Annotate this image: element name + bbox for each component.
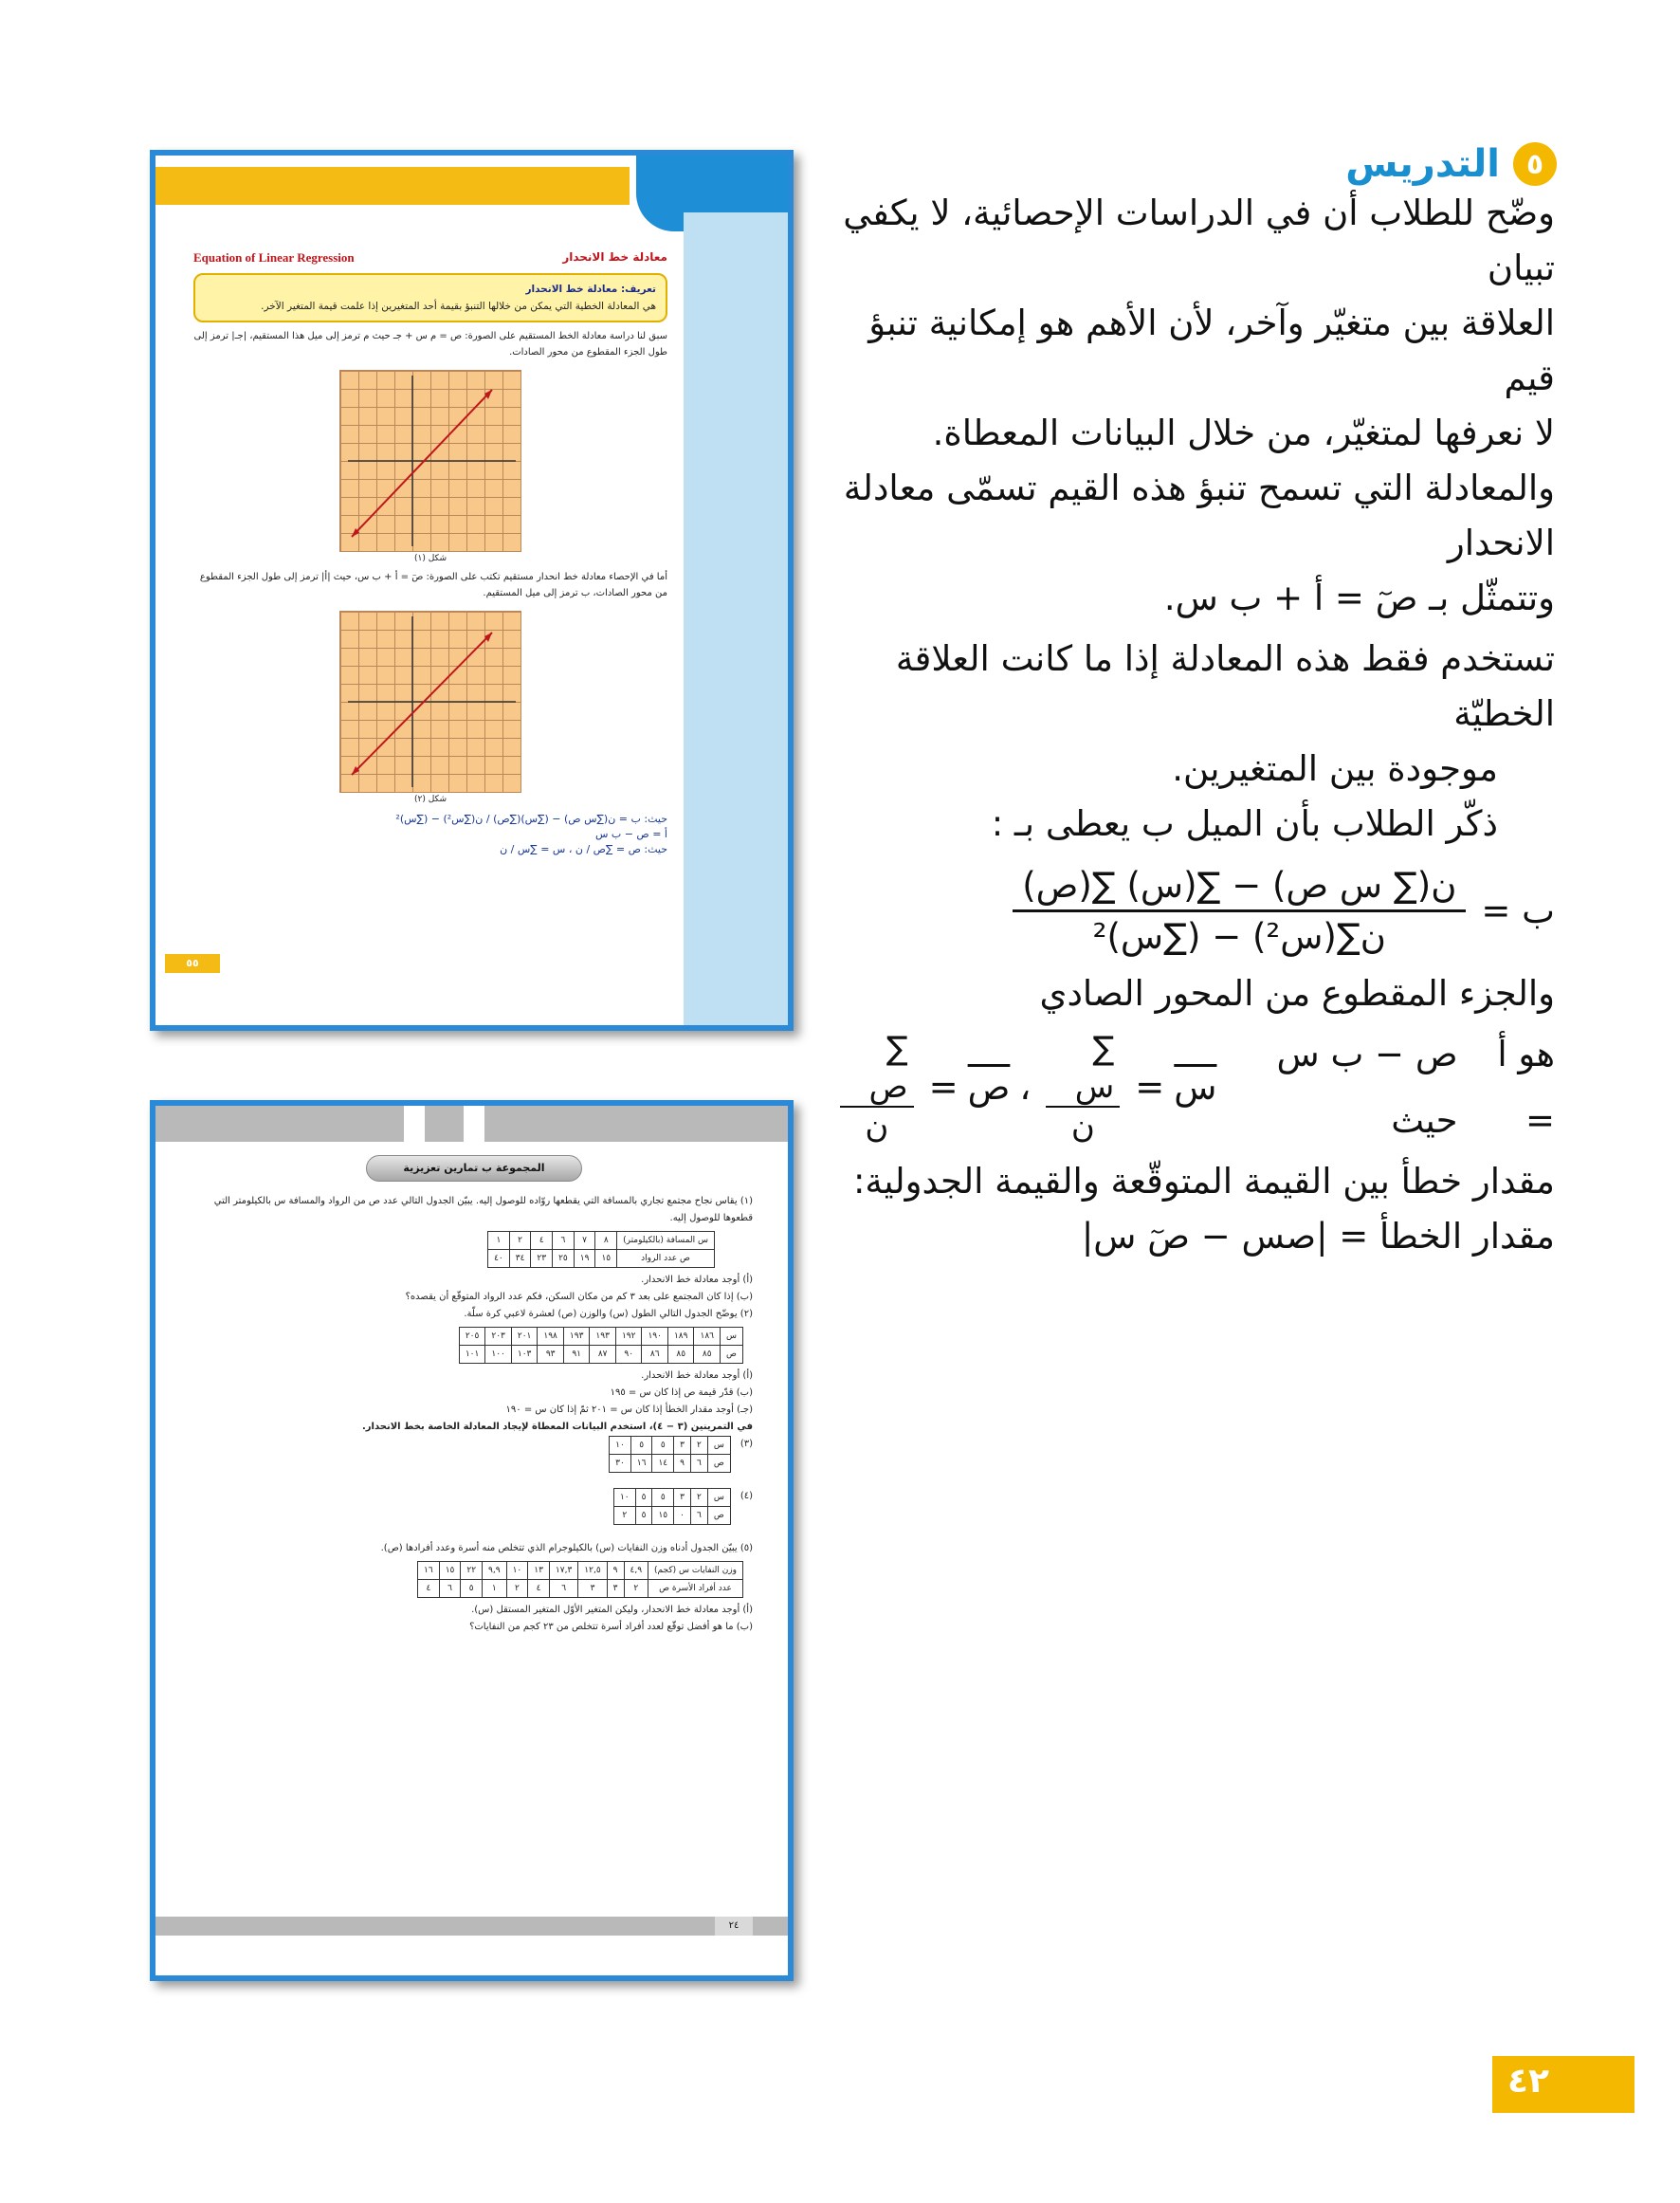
table-cell: ٨٧ — [590, 1346, 616, 1364]
paragraph-line: والمعادلة التي تسمح تنبؤ هذه القيم تسمّى معادلة الانحدار — [843, 468, 1555, 563]
table-row — [418, 1562, 743, 1580]
paragraph-line: تستخدم فقط هذه المعادلة إذا ما كانت العلاقة الخطيّة — [895, 638, 1555, 734]
header-gap — [464, 1106, 484, 1142]
question-text: (٢) يوضّح الجدول التالي الطول (س) والوزن (ص) لعشرة لاعبي كرة سلّة. — [464, 1309, 753, 1319]
question-text: (ب) قدّر قيمة ص إذا كان س = ١٩٥ — [610, 1387, 753, 1398]
table-cell: ٨ — [595, 1232, 617, 1250]
data-table-q2 — [459, 1327, 743, 1364]
formula-line: حيث: ب = ن(∑س ص) − (∑س)(∑ص) / ن(∑س²) − (∑س)² — [395, 813, 667, 825]
paragraph-line: والجزء المقطوع من المحور الصادي — [1039, 973, 1555, 1014]
table-cell: ١٩٣ — [563, 1328, 590, 1346]
table-row — [488, 1232, 715, 1250]
table-cell: ٥ — [635, 1489, 652, 1507]
table-cell: عدد أفراد الأسرة ص — [648, 1580, 743, 1598]
table-cell: ص — [721, 1346, 743, 1364]
table-cell: ٢ — [690, 1437, 707, 1455]
table-row — [459, 1346, 742, 1364]
teaching-section — [834, 142, 1555, 1264]
intercept-rest: ص − ب س حيث — [1276, 1034, 1458, 1141]
table-cell: ١٠ — [613, 1489, 635, 1507]
table-cell: ٦ — [690, 1507, 707, 1525]
ybar-symbol: ص — [967, 1067, 1011, 1108]
table-cell: ١٩٨ — [538, 1328, 564, 1346]
table-row — [459, 1328, 742, 1346]
table-cell: ٣ — [578, 1580, 607, 1598]
table-cell: ٢٥ — [553, 1250, 575, 1268]
thumbnail-title-row — [193, 250, 667, 266]
table-cell: ٥ — [461, 1580, 483, 1598]
data-table-q3 — [609, 1436, 731, 1473]
ybar-denominator: ن — [865, 1108, 889, 1146]
table-cell: ١٠١ — [459, 1346, 485, 1364]
section-title: التدريس — [1345, 142, 1500, 186]
table-cell: ١٠٣ — [511, 1346, 538, 1364]
table-cell: ٩٠ — [615, 1346, 642, 1364]
section-number-badge: ٥ — [1513, 142, 1557, 186]
table-cell: ٤ — [418, 1580, 440, 1598]
table-cell: ١٥ — [595, 1250, 617, 1268]
body-text: أما في الإحصاء معادلة خط انحدار مستقيم تكتب على الصورة: صٓ = أ + ب س، حيث |أ| ترمز إلى طول الجزء المقطوع من محور الصادات، ب ترمز إلى ميل المستقيم. — [199, 572, 667, 598]
table-cell: ١٨٦ — [694, 1328, 721, 1346]
header-yellow-band — [155, 167, 630, 205]
table-cell: ٩٣ — [538, 1346, 564, 1364]
question-4 — [193, 1488, 753, 1525]
data-table-q4 — [613, 1488, 731, 1525]
slope-formula — [834, 865, 1555, 957]
page-number-tab — [1492, 2056, 1634, 2113]
table-cell: ١ — [483, 1580, 507, 1598]
xbar-denominator: ن — [1070, 1108, 1095, 1146]
table-cell: س المسافة (بالكيلومتر) — [617, 1232, 715, 1250]
table-cell: ٦ — [690, 1455, 707, 1473]
table-cell: ١٤ — [652, 1455, 674, 1473]
table-row — [418, 1580, 743, 1598]
table-cell: ١٩٠ — [642, 1328, 668, 1346]
table-cell: ٠ — [674, 1507, 691, 1525]
exercise-content — [193, 1193, 753, 1636]
intercept-formula: هو أ = ص − ب س حيث س = $\frac{\text{∑ س}}{\text{ن}}$ ، ص = $\frac{\text{∑ ص}}{\text{ن}}$ — [834, 1021, 1555, 1154]
table-cell: ٦ — [553, 1232, 575, 1250]
question-text: (٥) يبيّن الجدول أدناه وزن النفايات (س) بالكيلوجرام الذي تتخلص منه أسرة وعدد أفرادها (ص). — [380, 1543, 753, 1553]
question-number: (٤) — [740, 1491, 753, 1501]
xbar-numerator: ∑ س — [1046, 1030, 1120, 1108]
thumbnail-content — [193, 250, 667, 857]
table-cell: ٨٥ — [694, 1346, 721, 1364]
table-cell: ٣ — [607, 1580, 624, 1598]
side-blue-strip — [684, 212, 788, 1025]
table-cell: ٥ — [652, 1489, 674, 1507]
regression-line-graph — [340, 371, 520, 551]
definition-text: هي المعادلة الخطية التي يمكن من خلالها التنبؤ بقيمة أحد المتغيرين إذا علمت قيمة المتغير الآخر. — [261, 301, 656, 312]
intercept-prefix: هو أ = — [1497, 1034, 1555, 1141]
table-row — [613, 1507, 730, 1525]
table-cell: ١٩٢ — [615, 1328, 642, 1346]
slope-fraction — [1013, 865, 1466, 957]
question-text: (ب) ما هو أفضل توقّع لعدد أفراد أسرة تتخلص من ٢٣ كجم من النفايات؟ — [469, 1622, 753, 1632]
table-cell: ١٢,٥ — [578, 1562, 607, 1580]
table-cell: ١٩٣ — [590, 1328, 616, 1346]
paragraph-line: موجودة بين المتغيرين. — [1172, 748, 1498, 789]
table-cell: ١٥ — [439, 1562, 461, 1580]
table-cell: ٢ — [624, 1580, 648, 1598]
figure-caption: شكل (١) — [413, 554, 447, 563]
table-cell: ١٧,٣ — [549, 1562, 577, 1580]
data-table-q5 — [417, 1561, 743, 1598]
paragraph-line: وتتمثّل بـ صٓ = أ + ب س. — [1163, 578, 1555, 618]
question-3 — [193, 1436, 753, 1473]
formula-line: أ = ص − ب س — [594, 828, 667, 840]
graph-figure-2 — [339, 611, 521, 793]
table-cell: س — [707, 1437, 730, 1455]
table-cell: ١٨٩ — [667, 1328, 694, 1346]
section-header — [834, 142, 1557, 186]
table-cell: ٣٠ — [610, 1455, 631, 1473]
textbook-page-thumbnail-55 — [150, 150, 794, 1031]
table-cell: ٩ — [674, 1455, 691, 1473]
slope-denominator: ن∑(س²) − (∑س)² — [1092, 916, 1386, 957]
table-cell: ٤ — [531, 1232, 553, 1250]
table-cell: ٤ — [528, 1580, 550, 1598]
paragraph-line: ذكّر الطلاب بأن الميل ب يعطى بـ : — [991, 803, 1498, 844]
table-cell: ٢ — [690, 1489, 707, 1507]
table-cell: ص — [707, 1507, 730, 1525]
table-row — [613, 1489, 730, 1507]
paragraph-line: العلاقة بين متغيّر وآخر، لأن الأهم هو إمكانية تنبؤ قيم — [868, 303, 1555, 398]
table-cell: ص — [707, 1455, 730, 1473]
table-cell: ٢٢ — [461, 1562, 483, 1580]
question-text: (أ) أوجد معادلة خط الانحدار. — [641, 1370, 753, 1381]
table-cell: ١٩ — [574, 1250, 595, 1268]
paragraph-line: مقدار خطأ بين القيمة المتوقّعة والقيمة الجدولية: — [852, 1161, 1555, 1202]
table-cell: ٥ — [630, 1437, 652, 1455]
table-cell: ١٠٠ — [485, 1346, 512, 1364]
table-cell: ٩١ — [563, 1346, 590, 1364]
table-cell: ١٦ — [418, 1562, 440, 1580]
question-number: (٣) — [740, 1439, 753, 1449]
question-text: (١) يقاس نجاح مجتمع تجاري بالمسافة التي يقطعها روّاده للوصول إليه. يبيّن الجدول التالي عدد ص من الرواد والمسافة س بالكيلومتر التي قطعوها للوصول إليه. — [213, 1196, 753, 1223]
table-row — [488, 1250, 715, 1268]
paragraph-line: لا نعرفها لمتغيّر، من خلال البيانات المعطاة. — [932, 413, 1555, 453]
table-row — [610, 1437, 731, 1455]
title-arabic: معادلة خط الانحدار — [562, 250, 667, 264]
paragraph-line: مقدار الخطأ = |صس − صٓ س| — [1081, 1216, 1555, 1257]
table-cell: ٢٠١ — [511, 1328, 538, 1346]
paragraph-line: وضّح للطلاب أن في الدراسات الإحصائية، لا يكفي تبيان — [843, 193, 1555, 288]
slope-numerator: ن(∑ س ص) − ∑(س) ∑(ص) — [1013, 865, 1466, 912]
xbar-symbol: س — [1174, 1067, 1217, 1108]
footer-gray-bar — [155, 1917, 788, 1936]
table-cell: ٨٦ — [642, 1346, 668, 1364]
table-cell: ٢٣ — [531, 1250, 553, 1268]
question-text: (أ) أوجد معادلة خط الانحدار. — [641, 1275, 753, 1285]
table-cell: ٨٥ — [667, 1346, 694, 1364]
table-cell: ٢ — [506, 1580, 528, 1598]
table-cell: ١٣ — [528, 1562, 550, 1580]
table-cell: ٢ — [509, 1232, 531, 1250]
table-cell: ٣ — [674, 1437, 691, 1455]
ybar-fraction — [840, 1030, 914, 1146]
slope-lhs: ب = — [1481, 890, 1555, 931]
title-english: Equation of Linear Regression — [193, 250, 355, 265]
question-text: (ب) إذا كان المجتمع على بعد ٣ كم من مكان السكن، فكم عدد الرواد المتوقّع أن يقصده؟ — [405, 1292, 753, 1302]
table-cell: ٦ — [439, 1580, 461, 1598]
table-cell: وزن النفايات س (كجم) — [648, 1562, 743, 1580]
question-text: (أ) أوجد معادلة خط الانحدار، وليكن المتغير الأوّل المتغير المستقل (س). — [471, 1605, 753, 1615]
regression-line-graph — [340, 612, 520, 792]
question-text: (جـ) أوجد مقدار الخطأ إذا كان س = ٢٠١ ثمّ إذا كان س = ١٩٠ — [505, 1404, 753, 1415]
table-cell: ٥ — [652, 1437, 674, 1455]
definition-box — [193, 273, 667, 322]
table-cell: ٩ — [607, 1562, 624, 1580]
table-cell: ٤٠ — [488, 1250, 510, 1268]
table-cell: ٢٠٥ — [459, 1328, 485, 1346]
table-cell: س — [707, 1489, 730, 1507]
page-number: ٤٢ — [1507, 2062, 1549, 2101]
table-row — [610, 1455, 731, 1473]
exercise-group-badge: المجموعة ب تمارين تعزيزية — [366, 1155, 582, 1182]
table-cell: ٤,٩ — [624, 1562, 648, 1580]
table-cell: ١٥ — [652, 1507, 674, 1525]
data-table-q1 — [487, 1231, 715, 1268]
formula-line: حيث: ص = ∑ص / ن ، س = ∑س / ن — [500, 843, 667, 855]
table-cell: ٢ — [613, 1507, 635, 1525]
textbook-page-thumbnail-24 — [150, 1100, 794, 1981]
thumbnail-page-number: ٥٥ — [165, 954, 220, 973]
figure-caption: شكل (٢) — [413, 795, 447, 804]
table-cell: ٧ — [574, 1232, 595, 1250]
thumbnail-page-number: ٢٤ — [715, 1917, 753, 1936]
thumbnail-formulas — [193, 812, 667, 857]
table-cell: س — [721, 1328, 743, 1346]
definition-title: تعريف: معادلة خط الانحدار — [525, 284, 656, 295]
table-cell: ٩,٩ — [483, 1562, 507, 1580]
header-gap — [404, 1106, 425, 1142]
table-cell: ١٠ — [610, 1437, 631, 1455]
instruction-text: في التمرينين (٣ − ٤)، استخدم البيانات المعطاة لإيجاد المعادلة الخاصة بخط الانحدار. — [361, 1422, 753, 1432]
table-cell: ٥ — [635, 1507, 652, 1525]
table-cell: ٢٠٣ — [485, 1328, 512, 1346]
table-cell: ٣٤ — [509, 1250, 531, 1268]
table-cell: ٣ — [674, 1489, 691, 1507]
table-cell: ١٦ — [630, 1455, 652, 1473]
xbar-fraction — [1046, 1030, 1120, 1146]
body-text: سبق لنا دراسة معادلة الخط المستقيم على الصورة: ص = م س + جـ حيث م ترمز إلى ميل هذا المستقيم، |جـ| ترمز إلى طول الجزء المقطوع من محور الصادات. — [193, 331, 667, 358]
table-cell: ١٠ — [506, 1562, 528, 1580]
table-cell: ١ — [488, 1232, 510, 1250]
table-cell: ٦ — [549, 1580, 577, 1598]
graph-figure-1 — [339, 370, 521, 552]
table-cell: ص عدد الرواد — [617, 1250, 715, 1268]
ybar-numerator: ∑ ص — [840, 1030, 914, 1108]
